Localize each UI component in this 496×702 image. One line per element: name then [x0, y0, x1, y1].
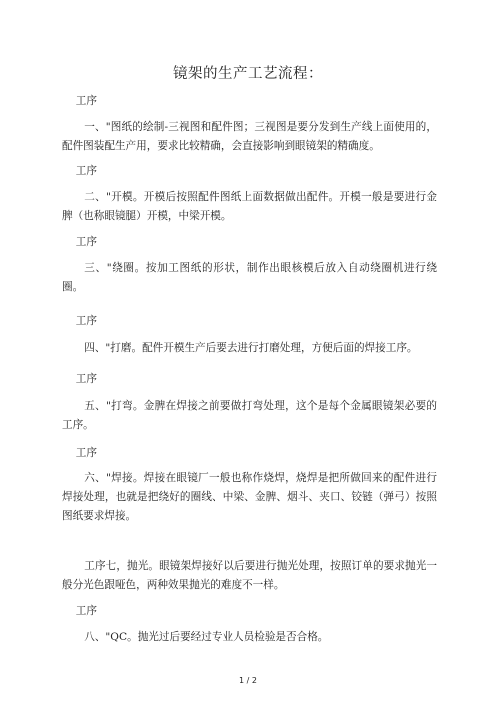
step-paragraph: 八、"QC。抛光过后要经过专业人员检验是否合格。 [84, 631, 329, 643]
step-label: 工序 [75, 165, 97, 177]
step-paragraph: 六、"焊接。焊接在眼镜厂一般也称作烧焊，烧焊是把所做回来的配件进行焊接处理，也就是把绕好的圈线、中梁、金脾、烟斗、夹口、铰链（弹弓）按照图纸要求焊接。 [62, 472, 437, 522]
step-paragraph: 五、"打弯。金脾在焊接之前要做打弯处理，这个是每个金属眼镜架必要的工序。 [62, 400, 437, 431]
page-number: 1 / 2 [239, 676, 257, 685]
step-label: 工序 [75, 236, 97, 248]
step-label: 工序 [75, 373, 97, 385]
step-label: 工序 [75, 95, 97, 107]
step-paragraph: 一、"图纸的绘制-三视图和配件图；三视图是要分发到生产线上面使用的，配件图装配生产用，要求比较精确，会直接影响到眼镜架的精确度。 [62, 121, 437, 152]
step-paragraph: 工序七，抛光。眼镜架焊接好以后要进行抛光处理，按照订单的要求抛光一般分光色跟哑色，两种效果抛光的难度不一样。 [62, 560, 437, 591]
page-title: 镜架的生产工艺流程： [173, 66, 323, 82]
step-label: 工序 [75, 605, 97, 617]
step-paragraph: 四、"打磨。配件开模生产后要去进行打磨处理，方便后面的焊接工序。 [84, 342, 418, 354]
step-label: 工序 [75, 447, 97, 459]
step-paragraph: 三、"绕圈。按加工图纸的形状，制作出眼核模后放入自动绕圈机进行绕圈。 [62, 262, 437, 293]
step-label: 工序 [75, 315, 97, 327]
step-paragraph: 二、"开模。开模后按照配件图纸上面数据做出配件。开模一般是要进行金脾（也称眼镜腿）开模，中梁开模。 [62, 191, 437, 222]
